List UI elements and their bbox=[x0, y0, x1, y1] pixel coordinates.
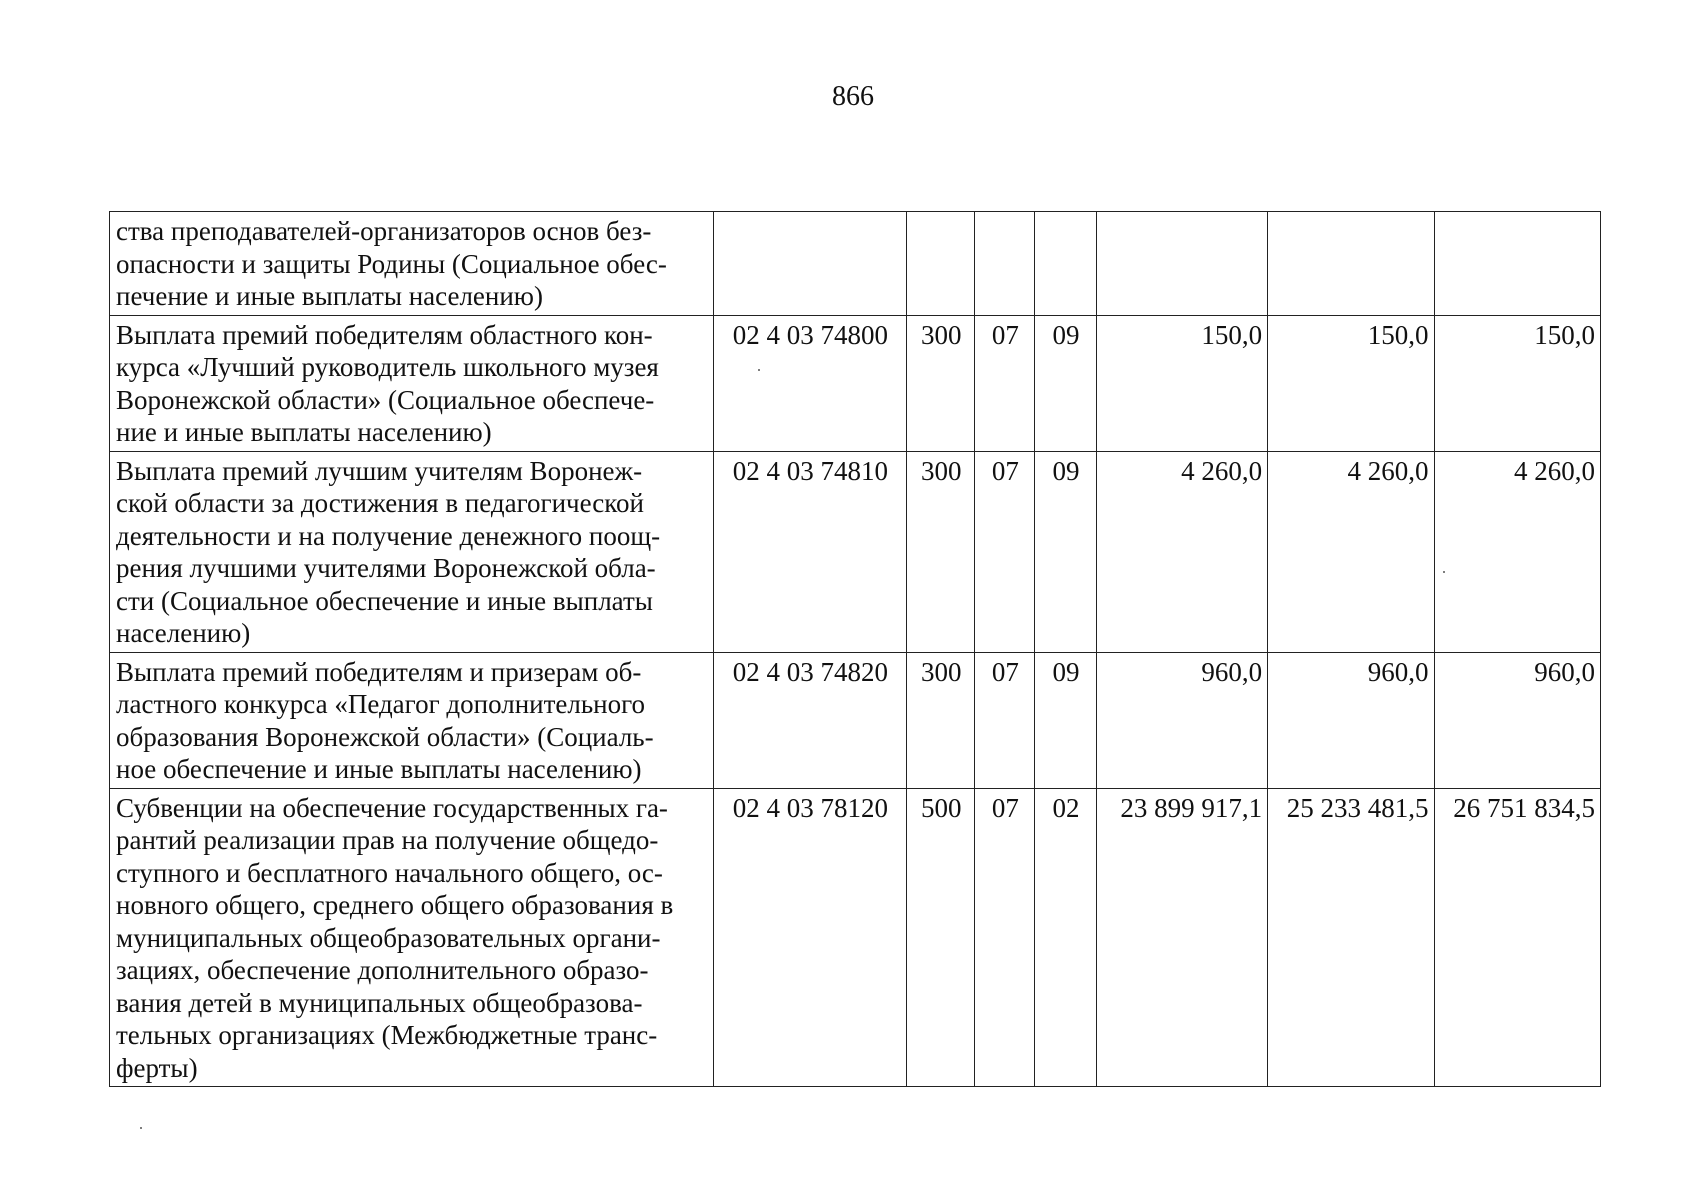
amount-year3-cell bbox=[1434, 212, 1601, 316]
amount-year1-cell: 4 260,0 bbox=[1096, 451, 1267, 652]
expense-type-cell: 500 bbox=[907, 788, 975, 1087]
table-row bbox=[110, 212, 1601, 316]
amount-year3-cell: 26 751 834,5 bbox=[1434, 788, 1601, 1087]
description-cell: Выплата премий победителям и призерам об- ластного конкурса «Педагог дополнительного образования Воронежской области» (Социаль- ное обеспечение и иные выплаты населению) bbox=[110, 652, 714, 788]
scan-speck bbox=[758, 369, 760, 371]
expense-type-cell: 300 bbox=[907, 652, 975, 788]
amount-year3-cell: 4 260,0 bbox=[1434, 451, 1601, 652]
amount-year3-cell: 960,0 bbox=[1434, 652, 1601, 788]
target-article-code-cell: 02 4 03 74800 bbox=[713, 315, 907, 451]
subsection-cell: 09 bbox=[1035, 315, 1096, 451]
amount-year2-cell: 960,0 bbox=[1268, 652, 1434, 788]
section-cell: 07 bbox=[975, 788, 1035, 1087]
amount-year1-cell: 150,0 bbox=[1096, 315, 1267, 451]
page-number: 866 bbox=[832, 81, 874, 112]
amount-year1-cell: 23 899 917,1 bbox=[1096, 788, 1267, 1087]
budget-table bbox=[109, 211, 1601, 1087]
description-cell: Выплата премий победителям областного кон- курса «Лучший руководитель школьного музея Воронежской области» (Социальное обеспече- ние и иные выплаты населению) bbox=[110, 315, 714, 451]
subsection-cell bbox=[1035, 212, 1096, 316]
table-row bbox=[110, 451, 1601, 652]
section-cell: 07 bbox=[975, 451, 1035, 652]
subsection-cell: 09 bbox=[1035, 451, 1096, 652]
target-article-code-cell: 02 4 03 78120 bbox=[713, 788, 907, 1087]
amount-year2-cell: 25 233 481,5 bbox=[1268, 788, 1434, 1087]
amount-year1-cell bbox=[1096, 212, 1267, 316]
target-article-code-cell: 02 4 03 74820 bbox=[713, 652, 907, 788]
section-cell bbox=[975, 212, 1035, 316]
table-body bbox=[110, 212, 1601, 1087]
section-cell: 07 bbox=[975, 652, 1035, 788]
table-row bbox=[110, 788, 1601, 1087]
target-article-code-cell bbox=[713, 212, 907, 316]
subsection-cell: 09 bbox=[1035, 652, 1096, 788]
table-row bbox=[110, 652, 1601, 788]
target-article-code-cell: 02 4 03 74810 bbox=[713, 451, 907, 652]
expense-type-cell: 300 bbox=[907, 315, 975, 451]
amount-year2-cell bbox=[1268, 212, 1434, 316]
amount-year1-cell: 960,0 bbox=[1096, 652, 1267, 788]
amount-year3-cell: 150,0 bbox=[1434, 315, 1601, 451]
expense-type-cell: 300 bbox=[907, 451, 975, 652]
section-cell: 07 bbox=[975, 315, 1035, 451]
description-cell: ства преподавателей-организаторов основ без- опасности и защиты Родины (Социальное обес- печение и иные выплаты населению) bbox=[110, 212, 714, 316]
scan-speck bbox=[1443, 571, 1445, 573]
subsection-cell: 02 bbox=[1035, 788, 1096, 1087]
amount-year2-cell: 4 260,0 bbox=[1268, 451, 1434, 652]
amount-year2-cell: 150,0 bbox=[1268, 315, 1434, 451]
expense-type-cell bbox=[907, 212, 975, 316]
description-cell: Субвенции на обеспечение государственных га- рантий реализации прав на получение общедо- ступного и бесплатного начального общего, ос- новного общего, среднего общего образования в муниципальных общеобразовательных органи- зациях, обеспечение дополнительного образо- вания детей в муниципальных общеобразова- тельных организациях (Межбюджетные транс- ферты) bbox=[110, 788, 714, 1087]
scan-speck bbox=[140, 1127, 142, 1129]
description-cell: Выплата премий лучшим учителям Воронеж- ской области за достижения в педагогической деятельности и на получение денежного поощ- рения лучшими учителями Воронежской обла- сти (Социальное обеспечение и иные выплаты населению) bbox=[110, 451, 714, 652]
table-row bbox=[110, 315, 1601, 451]
